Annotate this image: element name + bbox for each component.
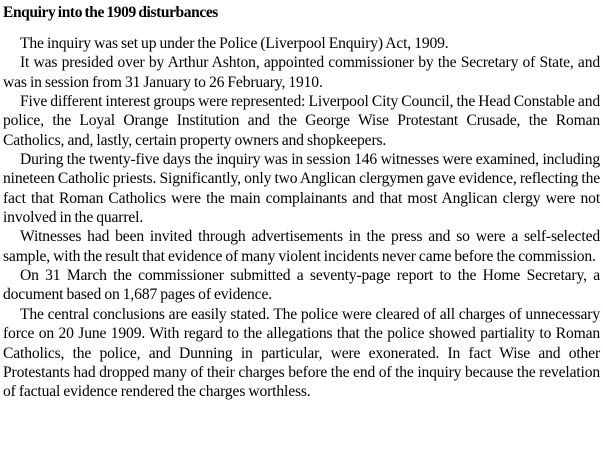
paragraph-inquiry-setup: The inquiry was set up under the Police (Liverpool Enquiry) Act, 1909. (20, 35, 449, 52)
paragraph-witnesses-examined: During the twenty-five days the inquiry was in session 146 witnesses were examined, including nineteen Catholic priests. Significantly, only two Anglican clergymen gave evidence, reflecting the fact that Roman Catholics were the main complainants and that most Anglican clergy were not involved in the quarrel. (3, 151, 600, 227)
document-title: Enquiry into the 1909 disturbances (3, 4, 218, 21)
paragraph-conclusions: The central conclusions are easily stated. The police were cleared of all charges of unnecessary force on 20 June 1909. With regard to the allegations that the police showed partiality to Roman Catholics, the police, and Dunning in particular, were exonerated. In fact Wise and other Protestants had dropped many of their charges before the end of the inquiry because the revelation of factual evidence rendered the charges worthless. (3, 305, 600, 401)
paragraph-report-submitted: On 31 March the commissioner submitted a seventy-page report to the Home Secretary, a document based on 1,687 pages of evidence. (3, 267, 600, 304)
paragraph-witness-selection: Witnesses had been invited through advertisements in the press and so were a self-selected sample, with the result that evidence of many violent incidents never came before the commission. (3, 228, 600, 265)
paragraph-presided-over: It was presided over by Arthur Ashton, appointed commissioner by the Secretary of State, and was in session from 31 January to 26 February, 1910. (3, 54, 600, 91)
paragraph-interest-groups: Five different interest groups were represented: Liverpool City Council, the Head Constable and police, the Loyal Orange Institution and the George Wise Protestant Crusade, the Roman Catholics, and, lastly, certain property owners and shopkeepers. (3, 93, 600, 149)
